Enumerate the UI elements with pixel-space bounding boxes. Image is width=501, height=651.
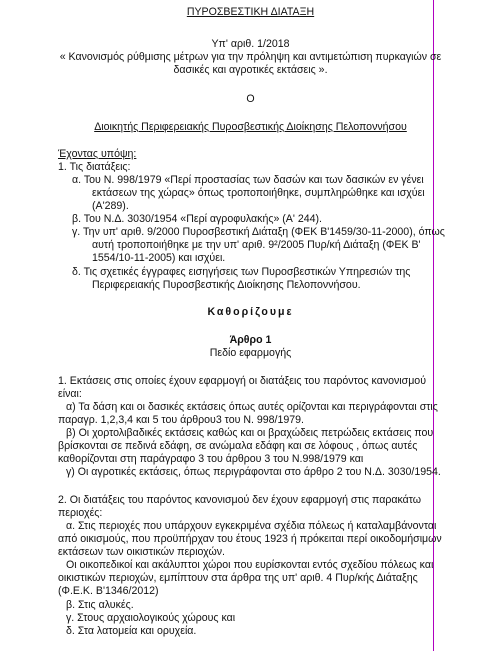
para-1b-line-3: καθορίζονται στη παράγραφο 3 του άρθρου 3 του Ν.998/1979 και [58, 453, 364, 465]
item-1a-line-3: (Α'289). [92, 200, 129, 212]
considering-heading: Έχοντας υπόψη: [58, 148, 137, 160]
para-2a-line-3: εκτάσεων των οικιστικών περιοχών. [58, 546, 225, 558]
item-1: 1. Τις διατάξεις: [58, 161, 131, 173]
subject-line-2: δασικές και αγροτικές εκτάσεις ». [173, 64, 328, 76]
para-1b-line-2: βρίσκονται σε πεδινά εδάφη, σε ανώμαλα εδάφη και σε λόφους , όπως αυτές [58, 440, 418, 452]
article-1-title: Πεδίο εφαρμογής [209, 347, 292, 359]
document-heading: ΠΥΡΟΣΒΕΣΤΙΚΗ ΔΙΑΤΑΞΗ [186, 6, 315, 18]
para-1g-line-1: γ) Οι αγροτικές εκτάσεις, όπως περιγράφονται στο άρθρο 2 του Ν.Δ. 3030/1954. [66, 466, 441, 478]
para-2b: β. Στις αλυκές. [66, 599, 134, 611]
para-1-line-1: 1. Εκτάσεις στις οποίες έχουν εφαρμογή οι διατάξεις του παρόντος κανονισμού [58, 375, 426, 387]
para-2-note-line-3: (Φ.Ε.Κ. Β'1346/2012) [58, 585, 159, 597]
item-1d-line-1: δ. Τις σχετικές έγγραφες εισηγήσεις των Πυροσβεστικών Υπηρεσιών της [72, 266, 411, 278]
para-2d: δ. Στα λατομεία και ορυχεία. [66, 625, 197, 637]
subject-line-1: « Κανονισμός ρύθμισης μέτρων για την πρόληψη και αντιμετώπιση πυρκαγιών σε [59, 51, 442, 63]
item-1a-line-1: α. Του Ν. 998/1979 «Περί προστασίας των δασών και των δασικών εν γένει [72, 174, 424, 186]
para-2-line-1: 2. Οι διατάξεις του παρόντος κανονισμού δεν έχουν εφαρμογή στις παρακάτω [58, 494, 422, 506]
para-2a-line-1: α. Στις περιοχές που υπάρχουν εγκεκριμένα σχέδια πόλεως ή καταλαμβάνονται [66, 520, 437, 532]
decision-number: Υπ' αριθ. 1/2018 [211, 38, 290, 50]
item-1g-line-2: αυτή τροποποιήθηκε με την υπ' αριθ. 9²/2005 Πυρ/κή Διάταξη (ΦΕΚ Β' [92, 239, 421, 251]
item-1d-line-2: Περιφερειακής Πυροσβεστικής Διοίκησης Πελοποννήσου. [92, 279, 361, 291]
item-1a-line-2: εκτάσεων της χώρας» όπως τροποποιήθηκε, συμπληρώθηκε και ισχύει [92, 187, 425, 199]
para-2-note-line-2: οικιστικών περιοχών, εμπίπτουν στα άρθρα της υπ' αριθ. 4 Πυρ/κής Διάταξης [58, 572, 418, 584]
para-2-line-2: περιοχές: [58, 507, 103, 519]
para-2g: γ. Στους αρχαιολογικούς χώρους και [66, 612, 236, 624]
authority-title: Διοικητής Περιφερειακής Πυροσβεστικής Διοίκησης Πελοποννήσου [94, 121, 407, 133]
item-1g-line-1: γ. Την υπ' αριθ. 9/2000 Πυροσβεστική Διάταξη (ΦΕΚ Β'1459/30-11-2000), όπως [72, 226, 445, 238]
determine-heading: Καθορίζουμε [207, 306, 294, 318]
item-1b: β. Του Ν.Δ. 3030/1954 «Περί αγροφυλακής» (Α' 244). [72, 213, 322, 225]
article-o: Ο [246, 93, 255, 105]
para-1b-line-1: β) Οι χορτολιβαδικές εκτάσεις καθώς και οι βραχώδεις πετρώδεις εκτάσεις που [66, 427, 434, 439]
item-1g-line-3: 1554/10-11-2005) και ισχύει. [92, 252, 226, 264]
para-1-line-2: είναι: [58, 388, 82, 400]
para-2-note-line-1: Οι οικοπεδικοί και ακάλυπτοι χώροι που ευρίσκονται εντός σχεδίου πόλεως και [66, 559, 434, 571]
para-1a-line-1: α) Τα δάση και οι δασικές εκτάσεις όπως αυτές ορίζονται και περιγράφονται στις [66, 401, 438, 413]
para-2a-line-2: από οικισμούς, που προϋπήρχαν του έτους 1923 ή πρόκειται περί οικοδομήσιμων [58, 533, 442, 545]
article-1-heading: Άρθρο 1 [229, 334, 272, 346]
para-1a-line-2: παραγρ. 1,2,3,4 και 5 του άρθρου3 του Ν. 998/1979. [58, 414, 304, 426]
